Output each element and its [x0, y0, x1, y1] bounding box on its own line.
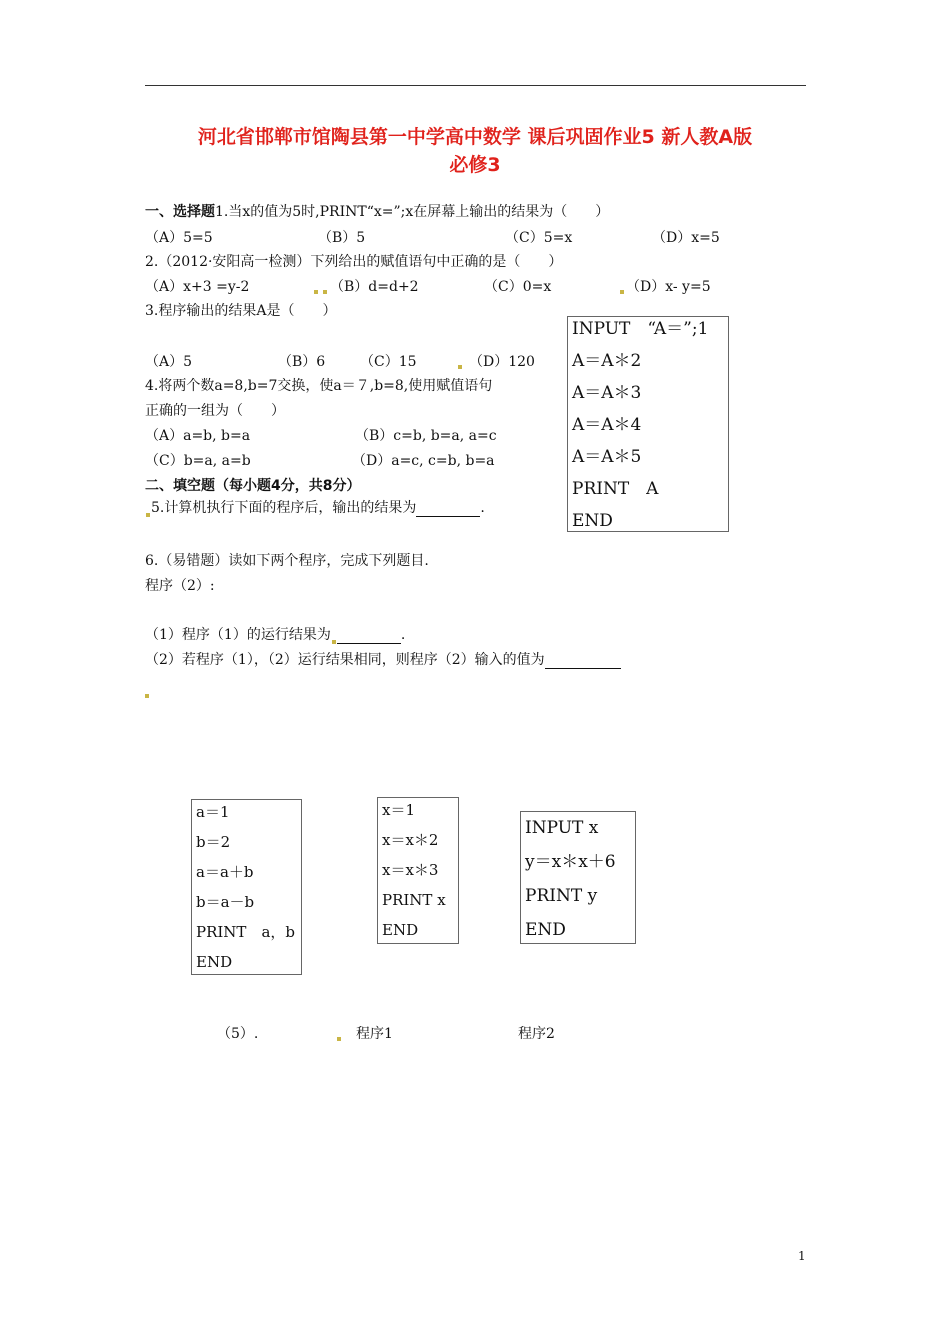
code-line: END — [525, 920, 566, 940]
q4-option-c: （C）b=a, a=b — [145, 453, 251, 469]
q2-option-c: （C）0=x — [484, 279, 552, 295]
q5-line — [145, 499, 485, 517]
marker-dot — [323, 290, 327, 294]
q6-sub1-line — [145, 626, 405, 644]
q6-program-label: 程序（2）: — [145, 578, 215, 594]
code-line: y＝x＊x＋6 — [525, 852, 616, 872]
code-line: END — [196, 953, 233, 971]
code-line: x＝x＊3 — [382, 861, 439, 879]
q3-stem: 3.程序输出的结果A是（ ） — [145, 303, 337, 319]
code-line: x＝x＊2 — [382, 831, 439, 849]
page-title-line1: 河北省邯郸市馆陶县第一中学高中数学 课后巩固作业5 新人教A版 — [197, 126, 753, 148]
marker-dot — [145, 694, 149, 698]
q6-stem: 6.（易错题）读如下两个程序，完成下列题目. — [145, 553, 429, 569]
section1-heading: 一、选择题 — [145, 204, 215, 220]
program1-box — [377, 797, 459, 944]
header-rule — [145, 85, 806, 86]
code-line: b＝a－b — [196, 893, 255, 911]
q3-program-box — [567, 316, 729, 532]
q2-option-a: （A）x+3 =y-2 — [145, 279, 250, 295]
q6-sub1-blank — [337, 629, 401, 644]
q4-stem-line1: 4.将两个数a=8,b=7交换，使a＝７,b=8,使用赋值语句 — [145, 378, 493, 394]
q1-line — [145, 203, 609, 221]
code-line: A＝A＊5 — [572, 447, 642, 467]
q4-stem-line2: 正确的一组为（ ） — [145, 403, 285, 419]
q1-option-c: （C）5=x — [505, 230, 573, 246]
q2-option-b: （B）d=d+2 — [330, 279, 419, 295]
program2-box — [520, 811, 636, 944]
q1-stem: 1.当x的值为5时,PRINT“x=”;x在屏幕上输出的结果为（ ） — [215, 204, 610, 220]
marker-dot — [332, 640, 336, 644]
code-line: b＝2 — [196, 833, 231, 851]
code-line: INPUT “A＝”;1 — [572, 319, 709, 339]
code-line: INPUT x — [525, 818, 599, 838]
q3-option-a: （A）5 — [145, 354, 193, 370]
q5-answer-blank — [416, 502, 480, 517]
code-line: x＝1 — [382, 801, 416, 819]
q2-stem: 2.（2012·安阳高一检测）下列给出的赋值语句中正确的是（ ） — [145, 254, 563, 270]
page-number: 1 — [798, 1249, 806, 1263]
q1-option-b: （B）5 — [318, 230, 366, 246]
q1-option-a: （A）5=5 — [145, 230, 213, 246]
section2-heading: 二、填空题（每小题4分，共8分） — [145, 478, 361, 494]
code-line: a＝1 — [196, 803, 230, 821]
code-line: a＝a＋b — [196, 863, 254, 881]
code-line: END — [382, 921, 419, 939]
code-line: PRINT A — [572, 479, 659, 499]
q1-option-d: （D）x=5 — [652, 230, 720, 246]
q6-sub2-line — [145, 651, 621, 669]
code-line: PRINT x — [382, 891, 446, 909]
q4-option-b: （B）c=b, b=a, a=c — [355, 428, 497, 444]
q6-sub2-blank — [545, 654, 621, 669]
page-title-line2: 必修3 — [449, 154, 501, 176]
caption-program1: 程序1 — [356, 1026, 393, 1042]
q5-stem: 5.计算机执行下面的程序后，输出的结果为 — [151, 500, 417, 516]
q3-option-b: （B）6 — [278, 354, 326, 370]
marker-dot — [620, 290, 624, 294]
caption-program2: 程序2 — [518, 1026, 555, 1042]
code-line: PRINT y — [525, 886, 598, 906]
marker-dot — [458, 365, 462, 369]
code-line: A＝A＊2 — [572, 351, 642, 371]
q6-sub1: （1）程序（1）的运行结果为 — [145, 627, 331, 643]
q2-option-d: （D）x- y=5 — [626, 279, 711, 295]
marker-dot — [314, 290, 318, 294]
code-line: A＝A＊4 — [572, 415, 642, 435]
program5-box — [191, 799, 302, 975]
code-line: PRINT a，b — [196, 923, 295, 941]
caption-program5: （5）. — [217, 1026, 259, 1042]
marker-dot — [146, 513, 150, 517]
q4-option-a: （A）a=b, b=a — [145, 428, 251, 444]
q5-end: . — [480, 500, 485, 516]
marker-dot — [337, 1037, 341, 1041]
q6-sub1-end: . — [400, 627, 406, 643]
code-line: END — [572, 511, 613, 531]
q4-option-d: （D）a=c, c=b, b=a — [352, 453, 495, 469]
code-line: A＝A＊3 — [572, 383, 642, 403]
q3-option-d: （D）120 — [469, 354, 535, 370]
q3-option-c: （C）15 — [360, 354, 417, 370]
q6-sub2: （2）若程序（1），（2）运行结果相同，则程序（2）输入的值为 — [145, 652, 545, 668]
